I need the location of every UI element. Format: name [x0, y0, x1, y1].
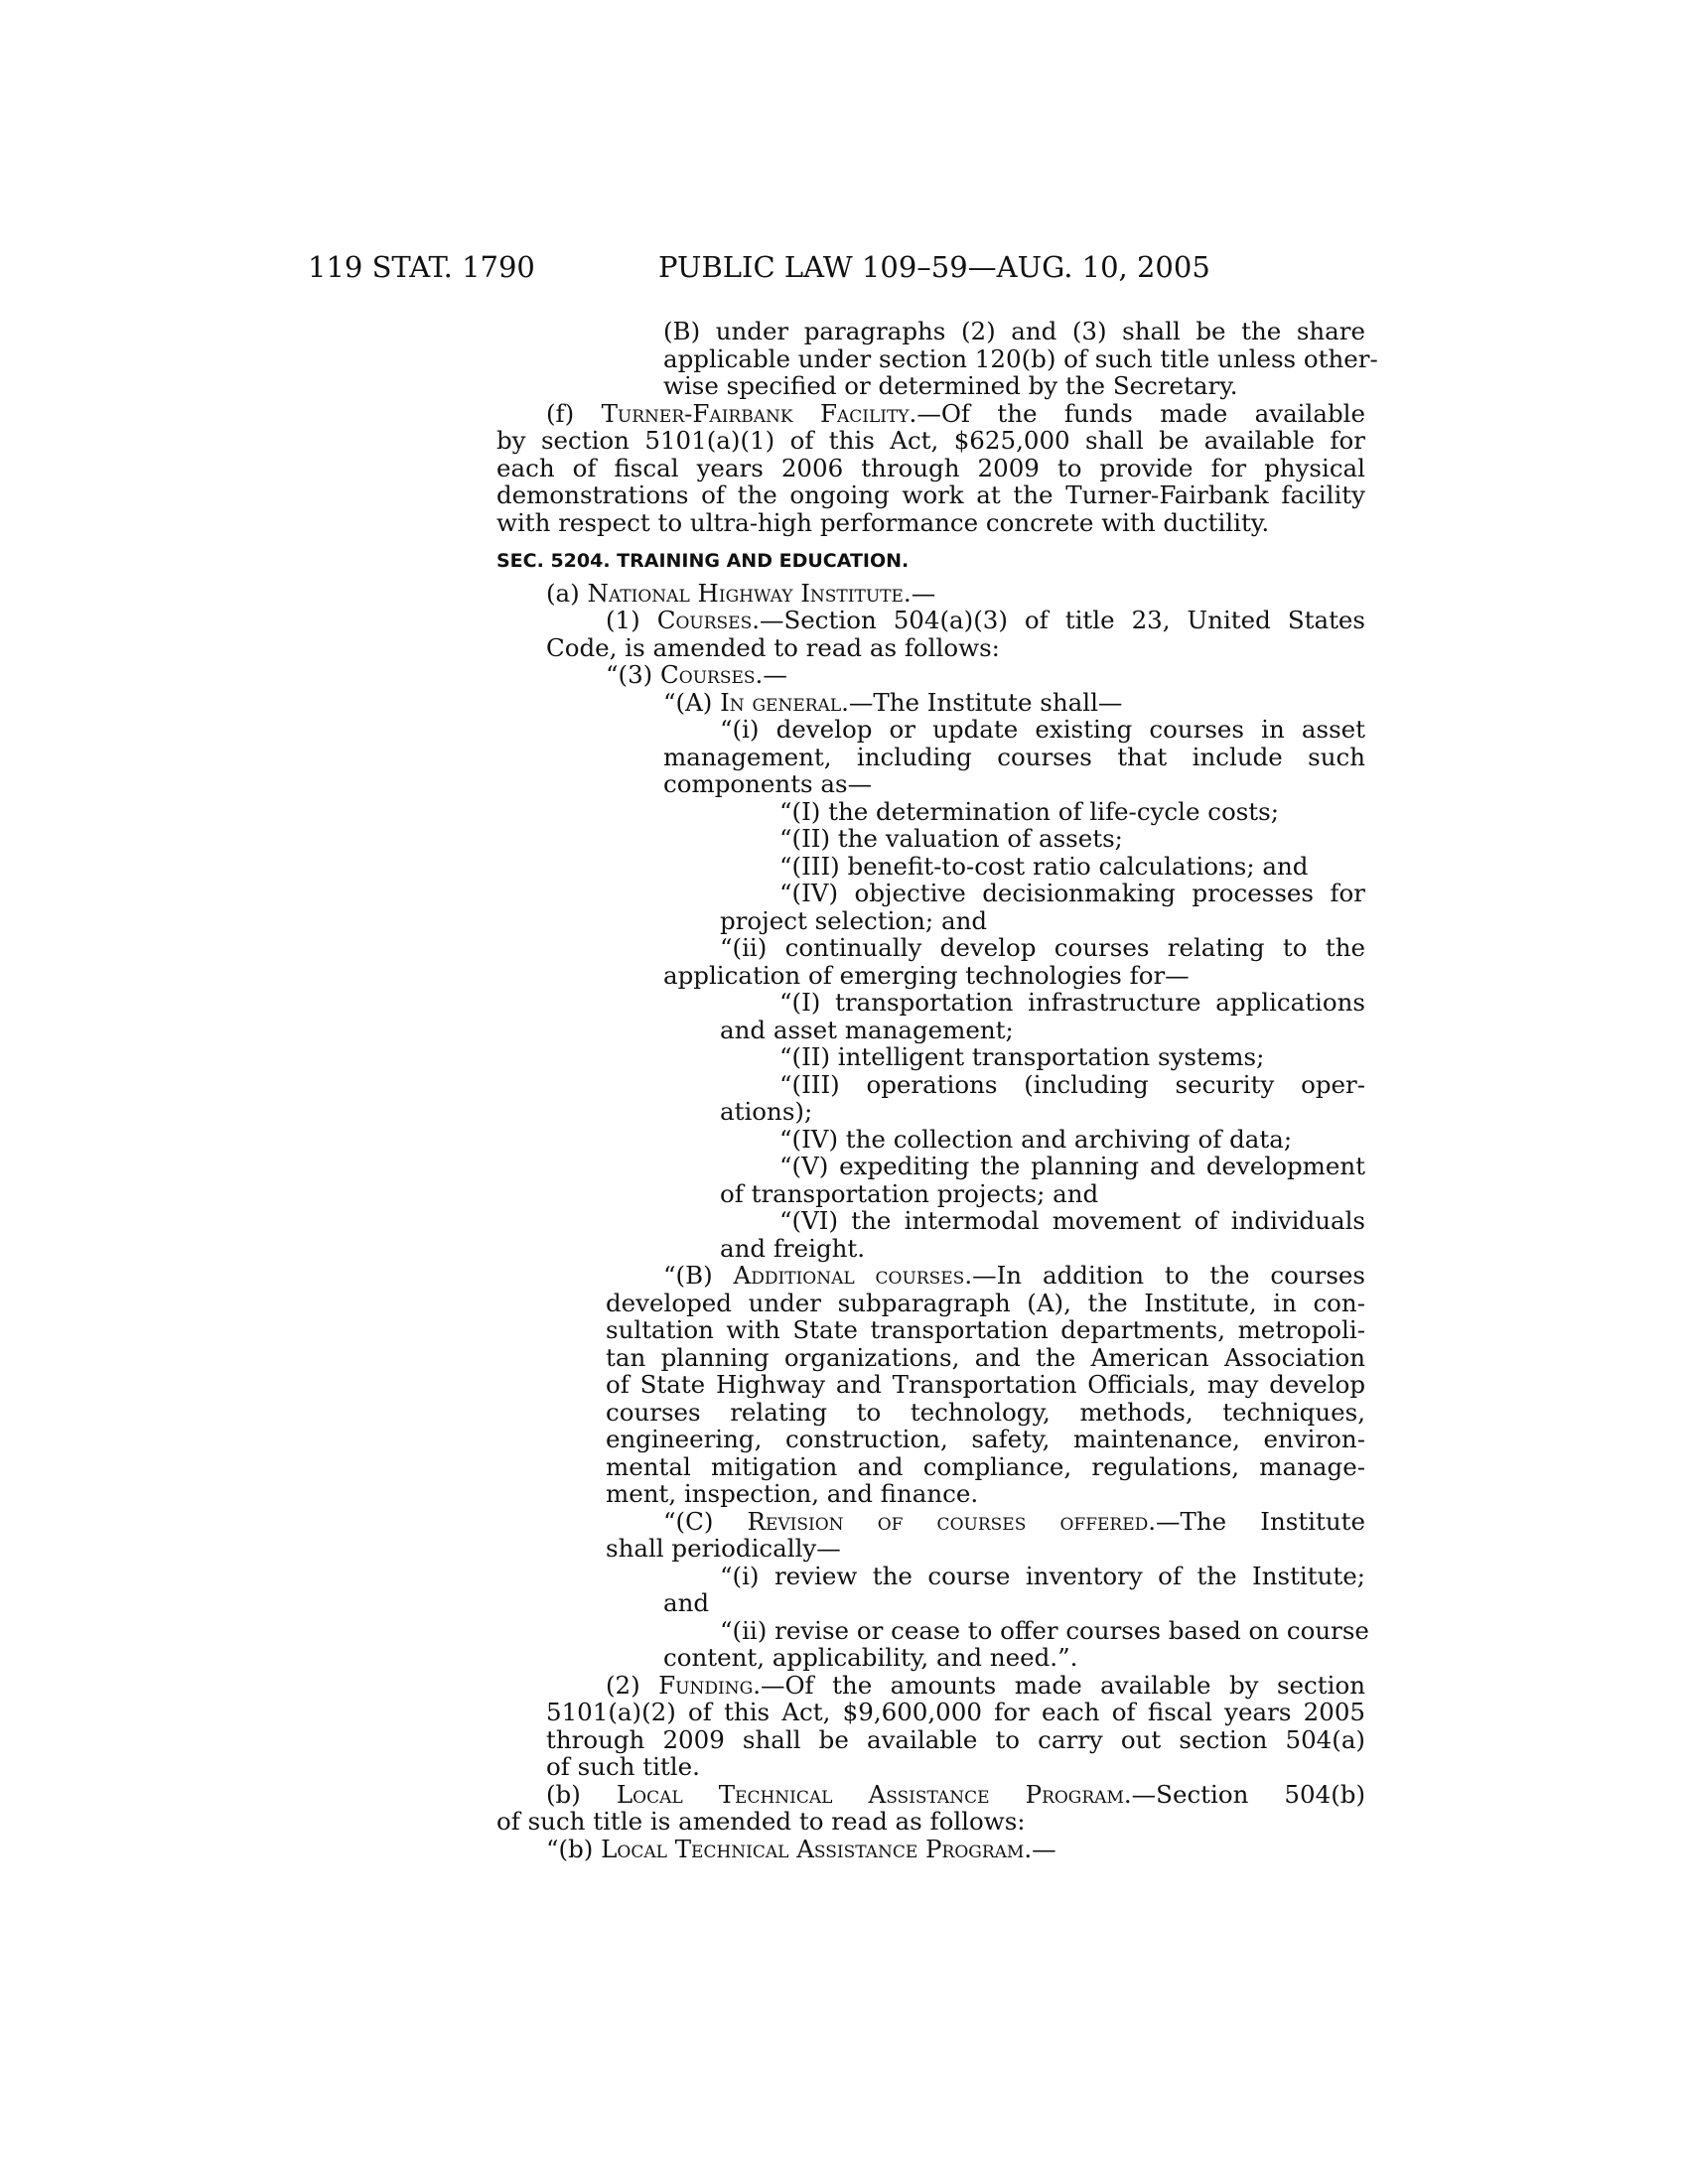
text-line: Code, is amended to read as follows: [546, 632, 1000, 662]
text-line: with respect to ultra-high performance concrete with ductility. [496, 507, 1270, 537]
statute-page-number: 119 STAT. 1790 [308, 250, 535, 284]
text-line: “(I) transportation infrastructure applications [779, 988, 1365, 1017]
public-law-citation: PUBLIC LAW 109–59—AUG. 10, 2005 [658, 250, 1210, 284]
text-line: shall periodically— [606, 1534, 841, 1563]
subsection-f-heading: (f) Turner-Fairbank Facility.—Of the funds made available [546, 398, 1365, 428]
text-line: tan planning organizations, and the American Association [606, 1342, 1365, 1372]
text-line: ations); [720, 1097, 813, 1126]
text-line: of such title is amended to read as follows: [496, 1807, 1026, 1836]
text-line: “(VI) the intermodal movement of individuals [779, 1206, 1365, 1235]
text-line: sultation with State transportation departments, metropoli- [606, 1315, 1365, 1344]
paragraph-2-heading: (2) Funding.—Of the amounts made available by section [606, 1670, 1365, 1700]
text-line: “(i) review the course inventory of the Institute; [720, 1561, 1365, 1590]
text-line: of transportation projects; and [720, 1178, 1099, 1208]
text-line: “(ii) continually develop courses relating to the [720, 933, 1365, 962]
paragraph-1-heading: (1) Courses.—Section 504(a)(3) of title 23, United States [606, 606, 1365, 634]
document-body [496, 317, 1378, 1863]
subparagraph-C-heading: “(C) Revision of courses offered.—The Institute [663, 1506, 1365, 1536]
text-line: and asset management; [720, 1015, 1014, 1044]
text-line: of State Highway and Transportation Officials, may develop [606, 1370, 1365, 1399]
text-line: “(IV) objective decisionmaking processes for [779, 879, 1365, 907]
subparagraph-A-heading: “(A) In general.—The Institute shall— [663, 687, 1123, 717]
text-line: “(IV) the collection and archiving of data; [779, 1124, 1293, 1154]
text-line: “(III) operations (including security oper- [779, 1069, 1365, 1099]
text-line: by section 5101(a)(1) of this Act, $625,000 shall be available for [496, 426, 1365, 455]
quoted-paragraph-3-heading: “(3) Courses.— [606, 660, 787, 689]
text-line: 5101(a)(2) of this Act, $9,600,000 for each of fiscal years 2005 [546, 1698, 1365, 1726]
text-line: demonstrations of the ongoing work at the Turner-Fairbank facility [496, 480, 1365, 509]
text-line: ment, inspection, and finance. [606, 1479, 979, 1508]
text-line: “(i) develop or update existing courses in asset [720, 715, 1365, 744]
text-line: project selection; and [720, 905, 988, 935]
text-line: of such title. [546, 1752, 700, 1781]
subsection-a-heading: (a) National Highway Institute.— [546, 578, 936, 608]
text-line: (B) under paragraphs (2) and (3) shall be the share [663, 317, 1365, 345]
text-line: and freight. [720, 1233, 866, 1263]
text-line: management, including courses that include such [663, 742, 1365, 771]
text-line: courses relating to technology, methods, techniques, [606, 1397, 1365, 1427]
text-line: “(I) the determination of life-cycle costs; [779, 796, 1279, 826]
text-line: “(II) the valuation of assets; [779, 824, 1123, 853]
text-line: “(III) benefit-to-cost ratio calculations; and [779, 851, 1309, 881]
text-line: through 2009 shall be available to carry out section 504(a) [546, 1724, 1365, 1754]
text-line: applicable under section 120(b) of such title unless other- [663, 343, 1378, 373]
section-heading: SEC. 5204. TRAINING AND EDUCATION. [496, 550, 910, 572]
text-line: “(V) expediting the planning and development [779, 1152, 1365, 1180]
text-line: engineering, construction, safety, maintenance, environ- [606, 1425, 1365, 1453]
page-header [0, 250, 1688, 284]
text-line: content, applicability, and need.”. [663, 1643, 1078, 1672]
text-line: application of emerging technologies for— [663, 960, 1190, 990]
text-line: mental mitigation and compliance, regulations, manage- [606, 1451, 1365, 1481]
text-line: “(II) intelligent transportation systems; [779, 1042, 1265, 1071]
text-line: wise specified or determined by the Secretary. [663, 371, 1238, 400]
text-line: developed under subparagraph (A), the Institute, in con- [606, 1288, 1365, 1317]
quoted-subsection-b-heading: “(b) Local Technical Assistance Program.— [546, 1834, 1056, 1863]
text-line: each of fiscal years 2006 through 2009 to provide for physical [496, 453, 1365, 482]
text-line: components as— [663, 769, 873, 798]
text-line: “(ii) revise or cease to offer courses based on course [720, 1615, 1369, 1645]
subsection-b-heading: (b) Local Technical Assistance Program.—Section 504(b) [546, 1779, 1365, 1809]
text-line: and [663, 1588, 710, 1617]
subparagraph-B-heading: “(B) Additional courses.—In addition to the courses [663, 1261, 1365, 1290]
